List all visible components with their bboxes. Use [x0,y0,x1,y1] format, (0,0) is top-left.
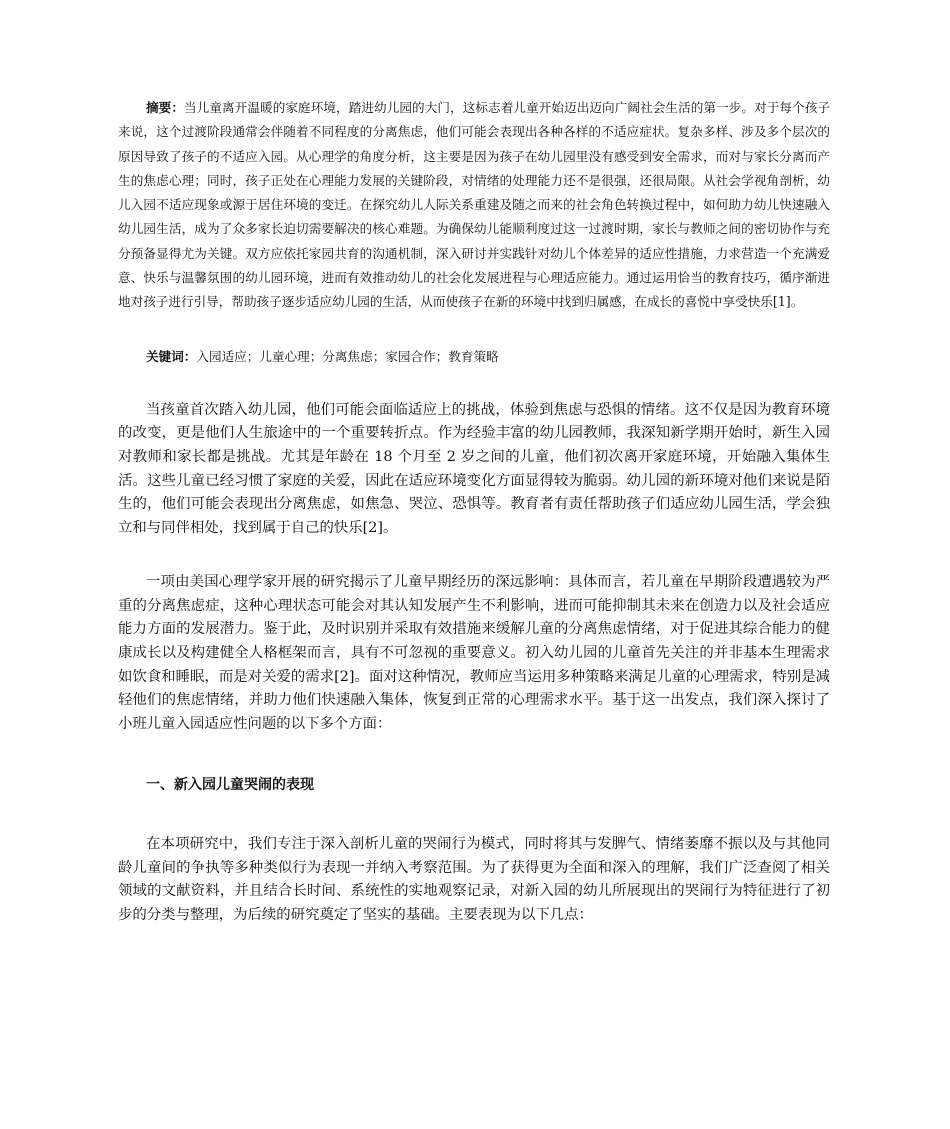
abstract-text: 当儿童离开温暖的家庭环境，踏进幼儿园的大门，这标志着儿童开始迈出迈向广阔社会生活的第一步。对于每个孩子来说，这个过渡阶段通常会伴随着不同程度的分离焦虑，他们可能会表现出各种各样的不适应症状。复杂多样、涉及多个层次的原因导致了孩子的不适应入园。从心理学的角度分析，这主要是因为孩子在幼儿园里没有感受到安全需求，而对与家长分离而产生的焦虑心理；同时，孩子正处在心理能力发展的关键阶段，对情绪的处理能力还不是很强，还很局限。从社会学视角剖析，幼儿入园不适应现象或源于居住环境的变迁。在探究幼儿人际关系重建及随之而来的社会角色转换过程中，如何助力幼儿快速融入幼儿园生活，成为了众多家长迫切需要解决的核心难题。为确保幼儿能顺利度过这一过渡时期，家长与教师之间的密切协作与充分预备显得尤为关键。双方应依托家园共育的沟通机制，深入研讨并实践针对幼儿个体差异的适应性措施，力求营造一个充满爱意、快乐与温馨氛围的幼儿园环境，进而有效推动幼儿的社会化发展进程与心理适应能力。通过运用恰当的教育技巧，循序渐进地对孩子进行引导，帮助孩子逐步适应幼儿园的生活，从而使孩子在新的环境中找到归属感，在成长的喜悦中享受快乐[1]。 [118,100,831,310]
abstract-paragraph [118,96,830,315]
abstract-label: 摘要： [146,100,185,115]
section-paragraph: 在本项研究中，我们专注于深入剖析儿童的哭闹行为模式，同时将其与发脾气、情绪萎靡不振以及与其他同龄儿童间的争执等多种类似行为表现一并纳入考察范围。为了获得更为全面和深入的理解，我们广泛查阅了相关领域的文献资料，并且结合长时间、系统性的实地观察记录，对新入园的幼儿所展现出的哭闹行为特征进行了初步的分类与整理，为后续的研究奠定了坚实的基础。主要表现为以下几点： [118,835,830,923]
section-heading: 一、新入园儿童哭闹的表现 [146,776,314,793]
keywords-text: 入园适应；儿童心理；分离焦虑；家园合作；教育策略 [196,348,499,364]
intro-paragraph-2: 一项由美国心理学家开展的研究揭示了儿童早期经历的深远影响：具体而言，若儿童在早期阶段遭遇较为严重的分离焦虑症，这种心理状态可能会对其认知发展产生不利影响，进而可能抑制其未来在创造力以及社会适应能力方面的发展潜力。鉴于此，及时识别并采取有效措施来缓解儿童的分离焦虑情绪，对于促进其综合能力的健康成长以及构建健全人格框架而言，具有不可忽视的重要意义。初入幼儿园的儿童首先关注的并非基本生理需求如饮食和睡眠，而是对关爱的需求[2]。面对这种情况，教师应当运用多种策略来满足儿童的心理需求，特别是减轻他们的焦虑情绪，并助力他们快速融入集体，恢复到正常的心理需求水平。基于这一出发点，我们深入探讨了小班儿童入园适应性问题的以下多个方面： [118,573,830,733]
intro-paragraph-1: 当孩童首次踏入幼儿园，他们可能会面临适应上的挑战，体验到焦虑与恐惧的情绪。这不仅是因为教育环境的改变，更是他们人生旅途中的一个重要转折点。作为经验丰富的幼儿园教师，我深知新学期开始时，新生入园对教师和家长都是挑战。尤其是年龄在 18 个月至 2 岁之间的儿童，他们初次离开家庭环境，开始融入集体生活。这些儿童已经习惯了家庭的关爱，因此在适应环境变化方面显得较为脆弱。幼儿园的新环境对他们来说是陌生的，他们可能会表现出分离焦虑，如焦急、哭泣、恐惧等。教育者有责任帮助孩子们适应幼儿园生活，学会独立和与同伴相处，找到属于自己的快乐[2]。 [118,401,830,537]
keywords-line [118,345,830,369]
keywords-label: 关键词： [146,348,197,364]
document-page [118,96,830,928]
